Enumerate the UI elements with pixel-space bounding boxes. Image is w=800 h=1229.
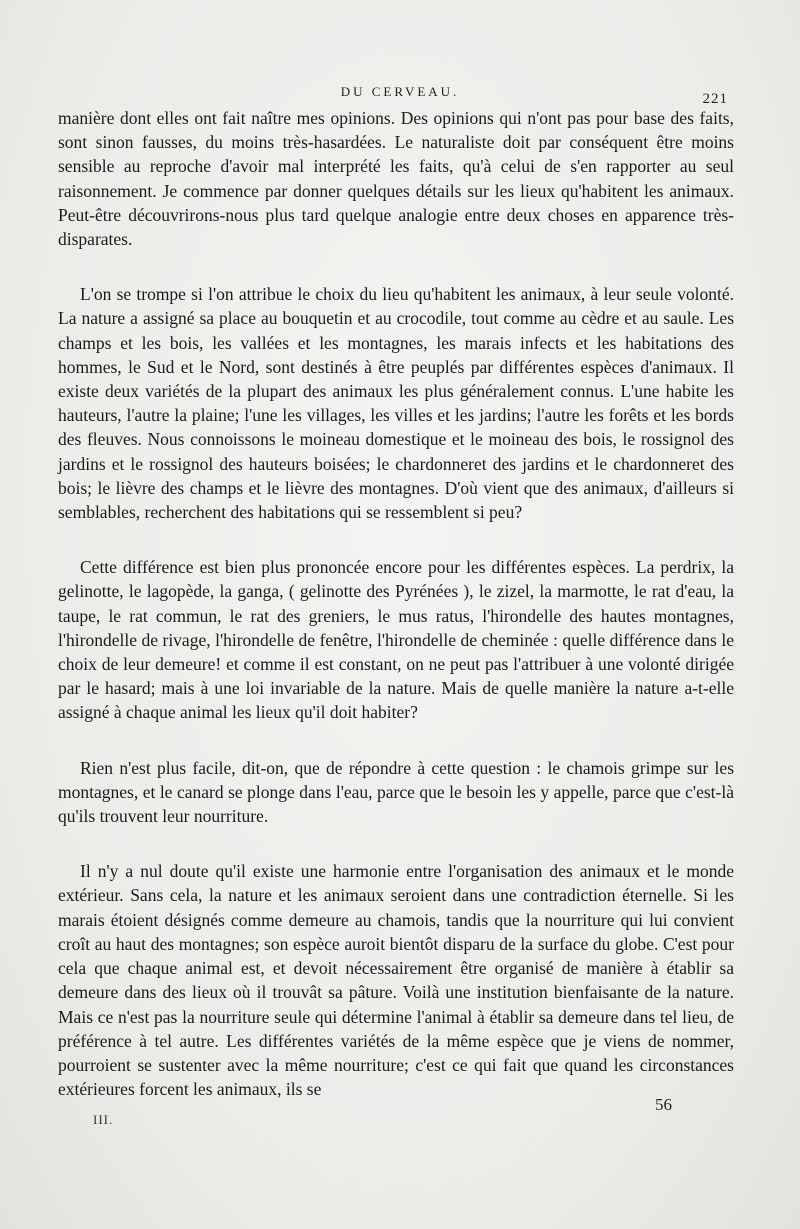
paragraph-2: L'on se trompe si l'on attribue le choix du lieu qu'habitent les animaux, à leur seule volonté. La nature a assigné sa place au bouquetin et au crocodile, tout comme au cèdre et au saule. Les champs et les bois, les vallées et les montagnes, les marais infects et les habitations des hommes, le Sud et le Nord, sont destinés à être peuplés par différentes espèces d'animaux. Il existe deux variétés de la plupart des animaux les plus généralement connus. L'une habite les hauteurs, l'autre la plaine; l'une les villages, les villes et les jardins; l'autre les forêts et les bords des fleuves. Nous connoissons le moineau domestique et le moineau des bois, le rossignol des jardins et le rossignol des hauteurs boisées; le chardonneret des jardins et le chardonneret des bois; le lièvre des champs et le lièvre des montagnes. D'où vient que des animaux, d'ailleurs si semblables, recherchent des habitations qui se ressemblent si peu? <box>58 284 734 523</box>
paragraph-4: Rien n'est plus facile, dit-on, que de répondre à cette question : le chamois grimpe sur les montagnes, et le canard se plonge dans l'eau, parce que le besoin les y appelle, parce que c'est-là qu'ils trouvent leur nourriture. <box>58 757 734 827</box>
running-title: DU CERVEAU. <box>340 84 460 99</box>
paragraph-3: Cette différence est bien plus prononcée encore pour les différentes espèces. La perdrix, la gelinotte, le lagopède, la ganga, ( gelinotte des Pyrénées ), le zizel, la marmotte, le rat d'eau, la taupe, le rat commun, le rat des greniers, le mus ratus, l'hirondelle des hautes montagnes, l'hirondelle de rivage, l'hirondelle de fenêtre, l'hirondelle de cheminée : quelle différence dans le choix de leur demeure! et comme il est constant, on ne peut pas l'attribuer à une volonté dirigée par le hasard; mais à une loi invariable de la nature. Mais de quelle manière la nature a-t-elle assigné à chaque animal les lieux qu'il doit habiter? <box>58 557 734 723</box>
signature-mark: III. <box>93 1112 114 1127</box>
body-text <box>58 106 734 1101</box>
page-number: 221 <box>702 91 728 107</box>
paragraph-1: manière dont elles ont fait naître mes opinions. Des opinions qui n'ont pas pour base des faits, sont sinon fausses, du moins très-hasardées. Le naturaliste doit par conséquent être moins sensible au reproche d'avoir mal interprété les faits, qu'à celui de s'en rapporter au seul raisonnement. Je commence par donner quelques détails sur les lieux qu'habitent les animaux. Peut-être découvrirons-nous plus tard quelque analogie entre deux choses en apparence très-disparates. <box>58 108 734 250</box>
folio-number: 56 <box>655 1095 672 1114</box>
paragraph-5: Il n'y a nul doute qu'il existe une harmonie entre l'organisation des animaux et le monde extérieur. Sans cela, la nature et les animaux seroient dans une contradiction éternelle. Si les marais étoient désignés comme demeure au chamois, tandis que la nourriture qui lui convient croît au haut des montagnes; son espèce auroit bientôt disparu de la surface du globe. C'est pour cela que chaque animal est, et devoit nécessairement être organisé de manière à établir sa demeure dans des lieux où il trouvât sa pâture. Voilà une institution bienfaisante de la nature. Mais ce n'est pas la nourriture seule qui détermine l'animal à établir sa demeure dans tel lieu, de préférence à tel autre. Les différentes variétés de la même espèce que je viens de nommer, pourroient se sustenter avec la même nourriture; c'est ce qui fait que quand les circonstances extérieures forcent les animaux, ils se <box>58 861 734 1100</box>
